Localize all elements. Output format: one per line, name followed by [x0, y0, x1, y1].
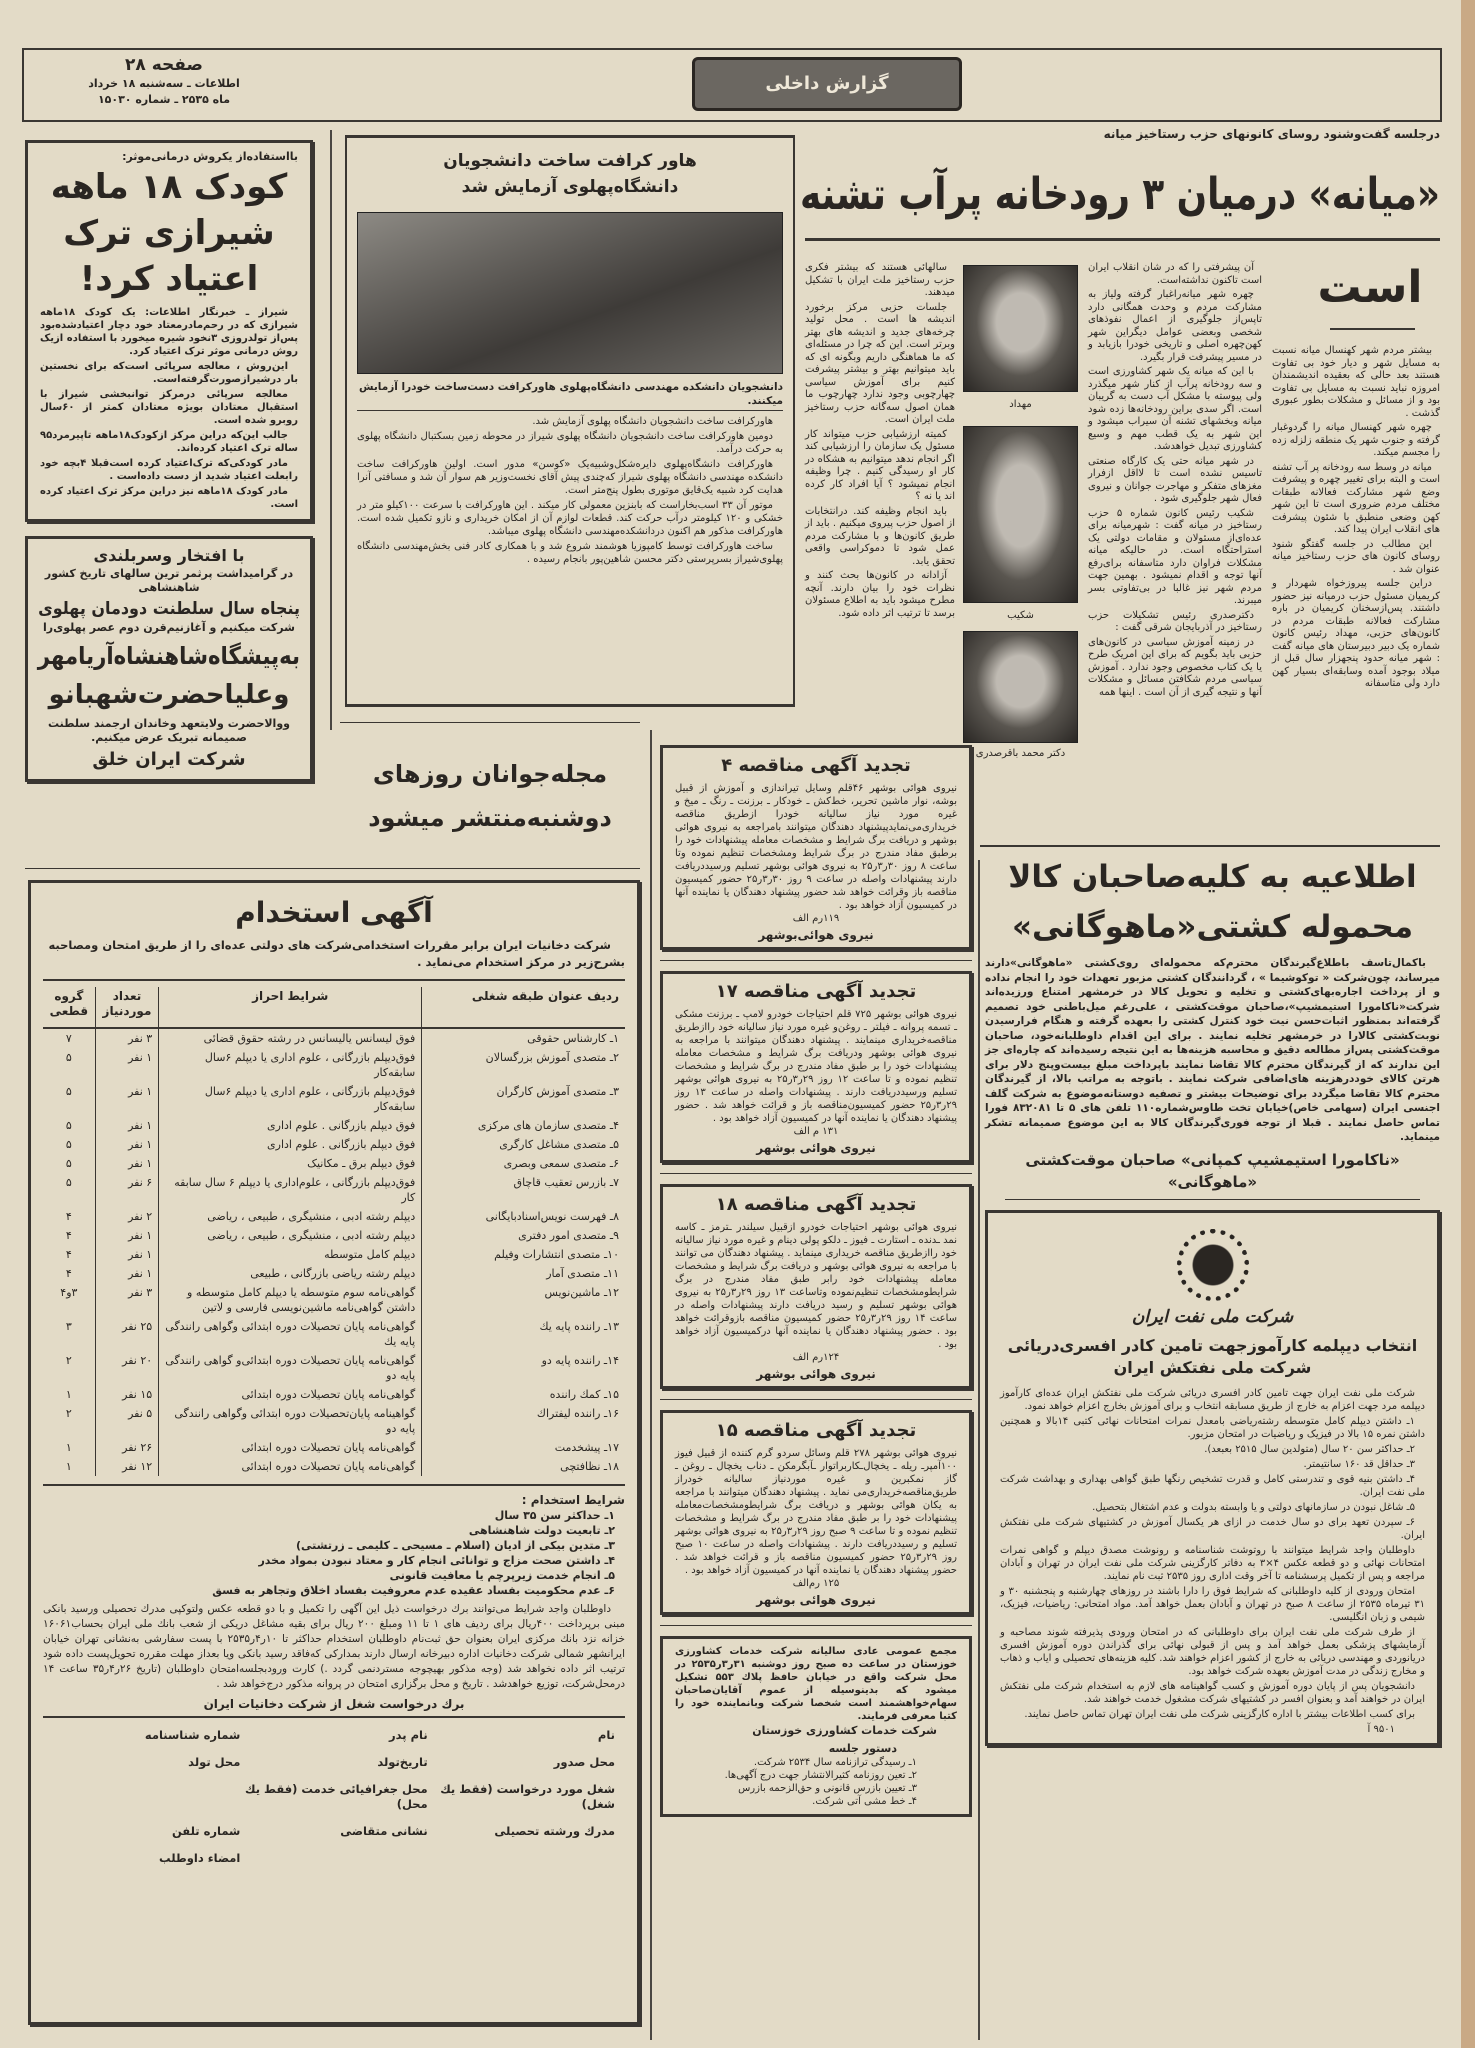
table-row	[43, 1028, 625, 1048]
article-paragraph: چهره شهر کهنسال میانه را گردوغبار گرفته و جنوب شهر یک منطقه زلزله زده را مجسم میکند.	[1272, 422, 1440, 458]
job-title-cell: ۱۴ـ راننده پایه دو	[422, 1351, 625, 1385]
article-paragraph: هاورکرافت ساخت دانشجویان دانشگاه پهلوی آزمایش شد.	[532, 416, 773, 427]
table-row	[43, 1457, 625, 1476]
job-title-cell: ۹ـ متصدی امور دفتری	[422, 1226, 625, 1245]
tender-body: نیروی هوائی بوشهر ۴۶قلم وسایل تیراندازی و آموزش از قبیل بوشه، نوار ماشین تحریر، خط‌کش ـ خودکار ـ برزنت ـ رنگ ـ میخ و غیره مورد نیاز سالیانه خودرا ازطریق مناقصه خریداری‌می‌نمایدپیشنهاد دهندگان میتوانند بامراجعه به نیروی هوائی بوشهر و دریافت برگ شرایط و مشخصات معامله پیشنهادات خود را برطبق مفاد مندرج در برگ شرایط ومشخصات تنظیم نموده وتا ساعت ۸ روز ۳۰ر۳ر۲۵ به نیروی هوائی بوشهر تسلیم ورسیددریافت دارند پیشنهادات واصله در ساعت ۹ روز ۳۰ر۳ر۲۵ حضور کمیسیون مناقصه باز وقرائت خواهد شد حضور پیشنهاد دهندگان یا نماینده آنها در کمیسیون آزاد خواهد بود .	[675, 783, 958, 911]
article-paragraph: سالهائی هستند که بیشتر فکری حزب رستاخیز ملت ایران با تشکیل میدهند.	[805, 262, 955, 298]
grade-cell: ۲	[65, 1354, 72, 1367]
ad-paragraph: امتحان ورودی از کلیه داوطلبانی که شرایط فوق را دارا باشند در روزهای چهارشنبه و پنجشنبه ۳۰ و ۳۱ تیرماه ۲۵۳۵ از ساعت ۸ صبح در تهران و آبادان بعمل خواهد آمد. مواد امتحانی: ریاضیات، فیزیک، شیمی و زبان انگلیسی.	[1000, 1585, 1426, 1623]
count-cell: ۳ نفر	[95, 1283, 158, 1317]
divider	[660, 1399, 972, 1400]
ad-line: در گرامیداشت پرثمر ترین سالهای تاریخ کشور شاهنشاهی	[44, 567, 294, 594]
ad-line: به‌پیشگاه‌شاهنشاه‌آریامهر	[37, 642, 300, 670]
ad-intro: شرکت دخانیات ایران برابر مقررات استخدامی‌شرکت های دولتی عده‌ای را از طریق امتحان ومصاحبه بشرح‌زیر در مرکز استخدام می‌نماید .	[48, 938, 625, 969]
table-row	[43, 1385, 625, 1404]
requirements-cell: فوق دیپلم بازرگانی . علوم اداری	[159, 1135, 422, 1154]
job-title-cell: ۱ـ کارشناس حقوقی	[422, 1028, 625, 1048]
form-field-label: محل جغرافیائی خدمت (فقط یك محل)	[244, 1782, 428, 1811]
tender-notice-4	[660, 745, 972, 950]
ad-signature: شرکت ایران خلق	[92, 749, 246, 770]
condition-item: ۶ـ عدم محکومیت بفساد عقیده عدم معروفیت بفساد اخلاق وتجاهر به فسق	[212, 1584, 615, 1597]
tender-title: تجدید آگهی مناقصه ۱۷	[715, 981, 917, 1002]
grade-cell: ۴	[65, 1229, 72, 1242]
table-row	[43, 1245, 625, 1264]
divider	[1330, 328, 1415, 330]
count-cell: ۶ نفر	[95, 1173, 158, 1207]
conditions-list	[43, 1508, 625, 1598]
divider	[660, 1173, 972, 1174]
tender-code: ۱۳۱ م الف	[793, 1126, 839, 1137]
form-field-label: محل صدور	[553, 1755, 615, 1769]
ad-paragraph: برای کسب اطلاعات بیشتر با اداره کارگزینی شرکت ملی نفت ایران تهران تماس حاصل نمایند.	[1024, 1708, 1415, 1720]
nioc-logo	[1177, 1229, 1249, 1301]
tender-signature: نیروی هوائی‌بوشهر	[758, 928, 874, 942]
scan-edge	[1461, 0, 1475, 2048]
form-field-label: شماره شناسنامه	[144, 1728, 241, 1742]
article-paragraph: شکیب رئیس کانون شماره ۵ حزب رستاخیز در میانه گفت : شهرمیانه برای عده‌ای‌از مسئولان و مقامات دولتی یک استراحتگاه است. در حالیکه میانه مشکلات فراوان دارد متاسفانه برای‌رفع آنها توجه و اقدام نمیشود . بهمین جهت مردم شهر نیز غالبا در بی‌تفاوتی بسر میبرند.	[1088, 507, 1262, 606]
requirements-cell: گواهی‌نامه پایان تحصیلات دوره ابتدائی	[159, 1438, 422, 1457]
application-instructions: داوطلبان واجد شرایط می‌توانند برك درخواست ذیل این آگهی را تکمیل و با دو قطعه عکس ولتوکپی مدرك تحصیلی ورسید بانکی مبنی برپرداخت ۴۰۰ریال برای ردیف های ۱ تا ۱۱ ومبلغ ۲۰۰ ریال برای بقیه مشاغل دریکی از شعب بانك ملی ایران بحساب۱۶۰۶۱ خزانه نزد بانك مرکزی ایران بعنوان حق ثبت‌نام داوطلبان استخدام حداکثر تا ۱۰ر۴ر۲۵۳۵ با پست سفارشی به‌نشانی تهران خیابان ایرانشهر شمالی شرکت دخانیات اداره دبیرخانه ارسال دارند بمدارکی که‌فاقد رسید بانکی ویا بعداز مهلت مقرره تحویل‌پست داده شود ترتیب اثر داده نخواهد شد (وجه مذکور بهیچوجه مستردنمی گردد .) کارت ورودبجلسه‌امتحان داوطلبان (تاریخ ۲۶ر۴ر۳۵ ساعت ۱۴ درمحل‌شرکت، توزیع خواهدشد . تاریخ و محل برگزاری امتحان در پروانه مذکور درج‌خواهد شد .	[43, 1603, 626, 1690]
form-title: برك درخواست شغل از شرکت دخانیات ایران	[43, 1696, 625, 1718]
nioc-logo-text: شرکت ملی نفت ایران	[1131, 1306, 1294, 1327]
grade-cell: ۵	[65, 1085, 72, 1098]
requirements-cell: گواهینامه پایان‌تحصیلات دوره ابتدائی وگواهی رانندگی پایه دو	[159, 1404, 422, 1438]
ad-title: آگهی استخدام	[235, 896, 433, 929]
ad-paragraph: ۱ـ داشتن دیپلم کامل متوسطه رشته‌ریاضی بامعدل نمرات امتحانات نهائی کتبی ۱۴بالا و همچنین داشتن نمره ۱۵ بالا در فیزیک و ریاضیات در امتحان مزبور.	[1000, 1415, 1425, 1440]
employment-ad	[28, 880, 640, 2025]
tender-signature: نیروی هوائی بوشهر	[756, 1593, 876, 1607]
grade-cell: ۲	[65, 1407, 72, 1420]
job-title-cell: ۱۰ـ متصدی انتشارات وفیلم	[422, 1245, 625, 1264]
ad-line: وعلیاحضرت‌شهبانو	[48, 680, 290, 710]
agenda-item: ۳ـ تعیین بازرس قانونی و حق‌الزحمه بازرس	[738, 1783, 917, 1794]
story-kicker: بااستفاده‌از یکروش درمانی‌موثر:	[122, 150, 298, 163]
requirements-cell: گواهی‌نامه پایان تحصیلات دوره ابتدائی	[159, 1457, 422, 1476]
count-cell: ۱ نفر	[95, 1154, 158, 1173]
article-column-1	[1272, 345, 1440, 693]
article-paragraph: مادر کودکی‌که ترک‌اعتیاد کرده است‌قبلا ۴بچه خود رابعلت اعتیاد شدید از دست داده‌است .	[40, 458, 298, 482]
story-headline: اعتیاد کرد!	[79, 259, 259, 299]
job-title-cell: ۱۷ـ پیشخدمت	[422, 1438, 625, 1457]
tender-code: ۱۱۹رم الف	[792, 913, 840, 924]
grade-cell: ۱	[65, 1441, 72, 1454]
count-cell: ۱ نفر	[95, 1264, 158, 1283]
article-paragraph: دومین هاورکرافت ساخت دانشجویان دانشگاه پهلوی شیراز در محوطه زمین بسکتبال دانشگاه پهلوی به حرکت درآمد.	[357, 431, 783, 455]
article-paragraph: بیشتر مردم شهر کهنسال میانه نسبت به مسایل شهر و دیار خود بی تفاوت هستند بعد حالی که بعقیده اندیشمندان امروزه نباید نسبت به مسایل بی تفاوت بود و از مسائل و مشکلات بطور عبوری گذشت .	[1272, 345, 1440, 419]
story-headline: شیرازی ترک	[63, 213, 275, 253]
count-cell: ۳ نفر	[95, 1028, 158, 1048]
grade-cell: ۴	[65, 1210, 72, 1223]
count-cell: ۲۵ نفر	[95, 1317, 158, 1351]
grade-cell: ۳و۴	[60, 1286, 78, 1299]
job-title-cell: ۱۵ـ کمك راننده	[422, 1385, 625, 1404]
requirements-cell: دیپلم رشته ادبی ، منشیگری ، طبیعی ، ریاضی	[159, 1226, 422, 1245]
table-row	[43, 1404, 625, 1438]
magazine-announcement	[340, 752, 640, 840]
portrait-photo-shakib	[963, 426, 1078, 603]
left-column	[25, 140, 313, 782]
article-paragraph: موتور آن ۳۳ اسب‌بخاراست که بابنزین معمولی کار میکند . این هاورکرافت با سرعت ۱۰۰کیلو متر در خشکی و ۱۲۰ کیلومتر درآب حرکت کند. قطعات لوازم آن از امکان خریداری و نازو تکمیل شده است. هاورکرافت مذکور هم اکنون دردانشکده‌مهندسی دانشگاه پهلوی میباشد.	[357, 500, 783, 537]
congratulations-ad	[25, 536, 313, 782]
table-row	[43, 1226, 625, 1245]
article-paragraph: این مطالب در جلسه گفتگو شنود روسای کانون های حزب رستاخیز میانه عنوان شد .	[1272, 538, 1440, 575]
job-title-cell: ۸ـ فهرست نویس‌اسنادبایگانی	[422, 1207, 625, 1226]
portrait-photo-mehdad	[963, 265, 1078, 392]
article-paragraph: این‌روش ، معالجه سرپائی است‌که برای نخستین بار درشیرازصورت‌گرفته‌است.	[40, 361, 298, 385]
table-row	[43, 1082, 625, 1116]
portrait-photo-sadri	[963, 631, 1078, 743]
story-headline: کودک ۱۸ ماهه	[50, 167, 288, 207]
hovercraft-body	[357, 415, 783, 566]
page-number: صفحه ۲۸	[125, 55, 203, 75]
notice-headline: محموله کشتی«ماهوگانی»	[1011, 909, 1414, 945]
count-cell: ۱ نفر	[95, 1048, 158, 1082]
right-lower-column	[985, 852, 1440, 1746]
agenda-item: ۲ـ تعین روزنامه کثیرالانتشار جهت درج آگهی‌ها.	[724, 1770, 917, 1781]
issue-number: ماه ۲۵۳۵ ـ شماره ۱۵۰۳۰	[97, 93, 231, 106]
count-cell: ۱ نفر	[95, 1135, 158, 1154]
form-field-label: شماره تلفن	[171, 1824, 241, 1838]
nioc-recruitment-ad	[985, 1210, 1440, 1746]
tender-notice-15	[660, 1410, 972, 1615]
column-header: گروه قطعی	[43, 987, 95, 1028]
hovercraft-article	[345, 135, 795, 707]
requirements-cell: دیپلم کامل متوسطه	[159, 1245, 422, 1264]
form-field-label: امضاء داوطلب	[159, 1851, 241, 1865]
count-cell: ۱ نفر	[95, 1082, 158, 1116]
notice-signature: شرکت خدمات کشاورزی خوزستان	[752, 1724, 937, 1737]
count-cell: ۱۵ نفر	[95, 1385, 158, 1404]
form-field-label	[53, 1782, 240, 1812]
conditions-title: شرایط استخدام :	[521, 1493, 625, 1507]
count-cell: ۲ نفر	[95, 1207, 158, 1226]
notice-body: مجمع عمومی عادی سالیانه شرکت خدمات کشاورزی خوزستان در ساعت ده صبح روز دوشنبه ۳۱ر۳ر۲۵۳۵ در محل شرکت واقع در خیابان حافظ پلاك ۵۵۳ تشکیل میشود که بدینوسیله از عموم آقایان‌صاحبان سهام‌خواهشمند است شخصا شرکت وبانماینده خود را کتبا معرفی فرمایند.	[675, 1646, 957, 1722]
form-field-label: شغل مورد درخواست (فقط یك شغل)	[440, 1782, 615, 1811]
article-paragraph: معالجه سرپائی درمرکز توانبخشی شیراز با استقبال معتادان بویژه معتادان کمتر از ۶۰سال روبرو شده است.	[40, 389, 298, 426]
article-paragraph: میانه در وسط سه رودخانه پر آب تشنه است و البته برای تغییر چهره و پیشرفت وضع شهر مشارکت فعالانه طبقات مختلف مردم ضروری است تا این شهر کهن وضعی منطبق با شئون پیشرفت های انقلاب ایران پیدا کند.	[1272, 461, 1440, 535]
divider	[805, 238, 1440, 241]
condition-item: ۵ـ انجام خدمت زیرپرچم یا معافیت قانونی	[389, 1569, 615, 1582]
divider	[660, 960, 972, 961]
requirements-cell: فوق دیپلم برق ـ مکانیک	[159, 1154, 422, 1173]
table-row	[43, 1173, 625, 1207]
column-header: شرایط احراز	[159, 987, 422, 1028]
count-cell: ۱ نفر	[95, 1116, 158, 1135]
article-paragraph: ساخت هاورکرافت توسط کامپوزیا هوشمند شروع شد و با همکاری کادر فنی بخش‌مهندسی دانشگاه پهلوی‌شیراز بسرپرستی دکتر محسن شاهین‌پور بانجام رسیده .	[357, 541, 783, 565]
requirements-cell: فوق‌دیپلم بازرگانی ، علوم اداری یا دیپلم ۶سال سابقه‌کار	[159, 1082, 422, 1116]
requirements-cell: فوق لیسانس یالیسانس در رشته حقوق قضائی	[159, 1028, 422, 1048]
grade-cell: ۵	[65, 1157, 72, 1170]
page-header	[22, 48, 1442, 122]
agenda-item: ۴ـ خط مشی آتی شرکت.	[812, 1796, 917, 1807]
table-row	[43, 1048, 625, 1082]
grade-cell: ۱	[65, 1460, 72, 1473]
article-paragraph: در شهر میانه حتی یک کارگاه صنعتی تاسیس نشده است تا لااقل ازفرار مغزهای متفکر و مهاجرت جوانان و نیروی فعال شهر جلوگیری شود .	[1088, 455, 1262, 504]
job-title-cell: ۳ـ متصدی آموزش کارگران	[422, 1082, 625, 1116]
article-kicker: درجلسه گفت‌وشنود روسای کانونهای حزب رستاخیز میانه	[1103, 127, 1440, 141]
requirements-cell: فوق‌دیپلم بازرگانی ، علوم اداری یا دیپلم ۶سال سابقه‌کار	[159, 1048, 422, 1082]
section-label-box	[692, 57, 962, 111]
tender-body: نیروی هوائی بوشهر ۷۲۵ قلم احتیاجات خودرو لامپ ـ برزنت مشکی ـ تسمه پروانه ـ فیلتر ـ روغن‌و غیره مورد نیاز سالیانه خود راازطریق مناقصه‌خریداری مینمایند . پیشنهاد دهندگان میتوانند با مراجعه به نیروی هوائی بوشهر ودریافت برگ شرایط و مشخصات معامله پیشنهادات خود را بر طبق مفاد مندرج در برگ شرایط و مشخصات تنظیم نموده و تا ساعت ۱۲ روز ۲۹ر۳ر۲۵ به نیروی هوائی بوشهر تسلیم ورسیددریافت دارند . پیشنهادات واصله در ساعت ۱۳ روز ۲۹ر۳ر۲۵ حضور کمیسیون‌مناقصه باز و قرائت خواهد شد . حضور پیشنهاد دهندگان یا نماینده آنها در کمیسیون آزاد خواهد بود .	[675, 1009, 957, 1124]
form-field-label	[240, 1851, 427, 1866]
article-column-2	[1088, 262, 1262, 701]
photo-caption: دکتر محمد باقرصدری	[975, 748, 1066, 759]
count-cell: ۱ نفر	[95, 1226, 158, 1245]
grade-cell: ۵	[65, 1138, 72, 1151]
ad-paragraph: داوطلبان واجد شرایط میتوانند با روتوشت شناسنامه و رونوشت مصدق دیپلم و گواهی نمرات امتحانات نهائی و دو قطعه عکس ۴×۳ به دفاتر کارگزینی شرکت ملی نفت ایران در تهران و آبادان مراجعه و پس از تکمیل پرسشنامه تا آخر وقت اداری روز ۲۵۳۵ ثبت نام نمایند.	[1000, 1544, 1425, 1582]
table-row	[43, 1154, 625, 1173]
table-row	[43, 1135, 625, 1154]
tender-code: ۱۲۴رم الف	[792, 1352, 840, 1363]
grade-cell: ۱	[65, 1388, 72, 1401]
cooperative-meeting-notice	[660, 1636, 972, 1817]
ad-subtitle: شرکت ملی نفتکش ایران	[1113, 1357, 1312, 1377]
tender-body: نیروی هوائی بوشهر ۲۷۸ قلم وسائل سردو گرم کننده از قبیل فیوز ۱۰۰آمپرـ ریله ـ یخچال‌ـکاربراتوار ـآبگرمکن ـ دناب یخچال ـ روغن ـ گاز نمکبرین و غیره موردنیاز سالیانه خودراز طریق‌مناقصه‌خریداری‌می نماید . پیشنهاد دهندگان میتوانند با مراجعه به یکان هوائی بوشهر و دریافت برگ شرایطومشخصات‌معامله پیشنهادات خود را بر طبق مفاد مندرج در برگ شرایط و مشخصات تنظیم نموده و تا ساعت ۹ صبح روز ۲۹ر۳ر۲۵ به نیروی هوائی بوشهر تسلیم و رسیددریافت دارند . پیشنهادات واصله در ساعت ۱۰ صبح روز ۲۹ر۳ر۲۵ حضور کمیسیون مناقصه باز و قرائت خواهد شد . حضور پیشنهاد دهندگان یا نماینده آنها در کمیسیون آزاد خواهد بود .	[675, 1448, 957, 1576]
tender-notice-17	[660, 971, 972, 1163]
job-table	[43, 987, 625, 1476]
grade-cell: ۷	[65, 1032, 72, 1045]
ad-paragraph: دانشجویان پس از پایان دوره آموزش و کسب گواهینامه های لازم به استخدام شرکت ملی نفتکش ایران در خواهند آمد و بعنوان افسر در کشتیهای شرکت مشغول خدمت خواهند شد.	[1000, 1680, 1425, 1705]
agenda-list	[675, 1756, 957, 1808]
job-title-cell: ۱۲ـ ماشین‌نویس	[422, 1283, 625, 1317]
form-field-label: نام پدر	[389, 1728, 428, 1742]
count-cell: ۲۶ نفر	[95, 1438, 158, 1457]
application-form	[43, 1728, 625, 1866]
condition-item: ۱ـ حداکثر سن ۳۵ سال	[494, 1509, 615, 1522]
announcement-line: دوشنبه‌منتشر میشود	[368, 804, 612, 832]
divider	[25, 868, 640, 869]
grade-cell: ۴	[65, 1267, 72, 1280]
article-paragraph: مادر کودک ۱۸ماهه نیز دراین مرکز ترک اعتیاد کرده است.	[40, 486, 298, 510]
ad-paragraph: ۲ـ حداکثر سن ۲۰ سال (متولدین سال ۲۵۱۵ بعبعد).	[1204, 1443, 1415, 1455]
job-table-body	[43, 1028, 625, 1476]
table-row	[43, 1264, 625, 1283]
hovercraft-title: هاور کرافت ساخت دانشجویان دانشگاه‌پهلوی آزمایش شد	[443, 151, 697, 197]
table-row	[43, 1438, 625, 1457]
form-field-label: محل تولد	[188, 1755, 241, 1769]
article-paragraph: دکترصدری رئیس تشکیلات حزب رستاخیز در آذربایجان شرقی گفت :	[1088, 609, 1262, 633]
announcement-line: مجله‌جوانان روزهای	[372, 760, 608, 788]
article-paragraph: هاورکرافت دانشگاه‌پهلوی دایره‌شکل‌وشبیه‌یک «کوسن» مدور است. اولین هاورکرافت ساخت دانشکده مهندسی دانشگاه پهلوی شیراز که‌چندی پیش آقای نخست‌وزیر هم سوار آن شد و مسافتی آنرا هدایت کرد شبیه یک‌قایق موتوری بطول پنج‌متر است.	[357, 459, 783, 496]
cargo-notice	[985, 852, 1440, 1200]
condition-item: ۳ـ متدین بیکی از ادیان (اسلام ـ مسیحی ـ کلیمی ـ زرتشتی)	[296, 1539, 615, 1552]
tender-notice-18	[660, 1184, 972, 1389]
requirements-cell: گواهی‌نامه پایان تحصیلات دوره ابتدائی‌و گواهی رانندگی پایه دو	[159, 1351, 422, 1385]
article-paragraph: چهره شهر میانه‌راغبار گرفته ولیاز به مشارکت مردم و وحدت همگانی دارد تاپس‌از جلوگیری از اعمال نفوذهای شخصی وبعضی عوامل دیگراین شهر کهن‌چهره اصلی و تاریخی خودرا بازیابد و در مسیر پیشرفت قرار بگیرد.	[1088, 289, 1262, 363]
article-paragraph: باید انجام وظیفه کند. درانتخابات از اصول حزب پیروی میکنیم . باید از طریق کانون‌ها و با مشارکت مردم عمل شود تا دموکراسی واقعی تحقق یابد.	[805, 505, 955, 567]
table-row	[43, 1207, 625, 1226]
form-field-label: نام	[597, 1728, 615, 1742]
grade-cell: ۵	[65, 1176, 72, 1189]
job-title-cell: ۱۱ـ متصدی آمار	[422, 1264, 625, 1283]
job-title-cell: ۱۸ـ نظافتچی	[422, 1457, 625, 1476]
article-paragraph: شیراز ـ خبرنگار اطلاعات: یک کودک ۱۸ماهه شیرازی که در رحم‌مادرمعتاد خود دچار اعتیادشده‌بود پس‌از تولدروزی ۳نخود شیره میخورد با استفاده ازیک روش درمانی موثر ترک اعتیاد کرد.	[40, 307, 299, 357]
tender-title: تجدید آگهی مناقصه ۴	[721, 755, 911, 776]
count-cell: ۵ نفر	[95, 1404, 158, 1438]
addiction-story	[25, 140, 313, 522]
article-paragraph: جالب این‌که دراین مرکز ازکودک۱۸ماهه تاپیرمرد۹۵ ساله ترک اعتیاد کرده‌اند.	[40, 430, 298, 454]
grade-cell: ۵	[65, 1051, 72, 1064]
form-field-label: مدرك ورشته تحصیلی	[494, 1824, 615, 1838]
issue-date: اطلاعات ـ سه‌شنبه ۱۸ خرداد	[88, 77, 240, 90]
tender-title: تجدید آگهی مناقصه ۱۸	[715, 1194, 917, 1215]
job-title-cell: ۲ـ متصدی آموزش بزرگسالان	[422, 1048, 625, 1082]
notice-body: باکمال‌تاسف باطلاع‌گیرندگان محترم‌که محموله‌ای روی‌کشتی «ماهوگانی»دارند میرساند، چون‌شرکت « توکوشیما » ، گردانندگان کشتی مزبور تعهدات خود را انجام نداده و از پرداخت اجاره‌بهای‌کشتی و تخلیه و تحویل کالا در خرمشهر امتناع ورزیده‌اند شرکت«ناکامورا استیمشیپ»،صاحبان موقت‌کشتی ، علی‌رغم میل‌باطنی خود تصمیم گرفته‌اند بمنظور اثبات‌حسن نیت خود کنترل کشتی را بعهده گرفته و هنگام فرارسیدن نوبت‌کشتی کالارا در خرمشهر تخلیه نمایند . برای این اقدام داوطلبانه‌خود، صاحبان موقت‌کشتی پس‌از مطالعه دقیق و محاسبه هزینه‌ها به این نتیجه رسیده‌اند که چاره‌ای جز این ندارند که از گیرندگان محترم کالا تقاضا نمایند باپرداخت مبلغ بیست‌وپنج دلار برای هرتن کالای خوددرهزینه های‌اضافی شرکت نمایند . باتوجه به مراتب بالا، از گیرندگان محترم کالا تقاضا میگردد برای توضیحات بیشتر و تصفیه دوستانه‌موضوع به شرکت گلف اجنسی ایران (سهامی خاص)خیابان تخت طاوس‌شماره۱۱۰ تلفن های ۵ تا ۸۳۲۰۸۱ فورا تماس حاصل نمایند . قبلا از توجه فوری‌گیرندگان کالا به این موضوع صمیمانه تشکر مینماید.	[985, 957, 1440, 1143]
column-header: ردیف عنوان طبقه شغلی	[422, 987, 625, 1028]
tender-signature: نیروی هوائی بوشهر	[756, 1367, 876, 1381]
ad-paragraph: شرکت ملی نفت ایران جهت تامین کادر افسری دریائی شرکت ملی نفتکش ایران عده‌ای کارآموز دیپلمه مرد جهت اعزام به خارج از طریق مسابقه انتخاب و برای آموزش بخارج اعزام خواهد نمود.	[1000, 1387, 1425, 1412]
column-rule	[650, 730, 652, 2040]
ad-line: ووالاحضرت ولایتعهد وخاندان ارجمند سلطنت صمیمانه تبریک عرض میکنیم.	[47, 717, 291, 744]
ad-title: انتخاب دیپلمه کارآموزجهت تامین کادر افسری‌دریائی	[1007, 1335, 1418, 1355]
condition-item: ۲ـ تابعیت دولت شاهنشاهی	[468, 1524, 615, 1537]
story-body	[40, 306, 298, 511]
article-paragraph: دراین جلسه پیروزخواه شهردار و کریمیان مسئول حزب درمیانه نیز حضور داشتند. پس‌ازسخنان کریمیان در باره مشارکت فعالانه طبقات مردم در کانون‌های حزبی، مهداد رئیس کانون شماره یک دبیر دبیرستان های میانه گفت : شهر میانه حدود پنجهزار سال قبل از میلاد بوجود آمده وسابقه‌ای بسیار کهن دارد ولی متاسفانه	[1272, 578, 1440, 689]
article-headline-end: است	[1317, 262, 1423, 313]
condition-item: ۴ـ داشتن صحت مزاج و توانائی انجام کار و معتاد نبودن بمواد مخدر	[258, 1554, 615, 1567]
requirements-cell: فوق‌دیپلم بازرگانی ، علوم‌اداری یا دیپلم ۶ سال سابقه کار	[159, 1173, 422, 1207]
tender-title: تجدید آگهی مناقصه ۱۵	[715, 1420, 917, 1441]
grade-cell: ۳	[65, 1320, 72, 1333]
agenda-title: دستور جلسه	[828, 1742, 897, 1755]
photo-column	[963, 265, 1078, 761]
grade-cell: ۵	[65, 1119, 72, 1132]
article-paragraph: در زمینه آموزش سیاسی در کانون‌های حزبی باید بگویم که برای این امریک طرح یا یک کتاب مخصوص وجود ندارد . آموزش سیاسی مردم شکافتن مسائل و مشکلات آنها و نتیجه گیری از آن است . اینها همه	[1088, 636, 1262, 698]
divider	[340, 722, 640, 723]
page-info	[64, 54, 264, 108]
photo-caption: دانشجویان دانشکده مهندسی دانشگاه‌پهلوی هاورکرافت دست‌ساخت خودرا آزمایش میکنند.	[357, 380, 783, 411]
requirements-cell: گواهی‌نامه پایان تحصیلات دوره ابتدائی وگواهی رانندگی پایه یك	[159, 1317, 422, 1351]
table-row	[43, 1351, 625, 1385]
notice-headline: اطلاعیه به کلیه‌صاحبان کالا	[1008, 859, 1417, 895]
column-header: تعداد موردنیاز	[95, 987, 158, 1028]
agenda-item: ۱ـ رسیدگی ترازنامه سال ۲۵۳۴ شرکت.	[753, 1757, 917, 1768]
article-paragraph: آن پیشرفتی را که در شان انقلاب ایران است تاکنون نداشته‌است.	[1088, 262, 1262, 286]
job-title-cell: ۶ـ متصدی سمعی وبصری	[422, 1154, 625, 1173]
column-rule	[330, 130, 332, 730]
ad-paragraph: ۳ـ حداقل قد ۱۶۰ سانتیمتر.	[1303, 1458, 1415, 1470]
count-cell: ۱۲ نفر	[95, 1457, 158, 1476]
job-title-cell: ۱۳ـ راننده پایه یك	[422, 1317, 625, 1351]
count-cell: ۲۰ نفر	[95, 1351, 158, 1385]
photo-caption: مهداد	[1009, 399, 1032, 410]
requirements-cell: دیپلم رشته ریاضی بازرگانی ، طبیعی	[159, 1264, 422, 1283]
job-title-cell: ۵ـ متصدی مشاغل کارگری	[422, 1135, 625, 1154]
requirements-cell: گواهی‌نامه پایان تحصیلات دوره ابتدائی	[159, 1385, 422, 1404]
form-field-label: تاریخ‌تولد	[377, 1755, 428, 1769]
requirements-cell: گواهی‌نامه سوم متوسطه یا دیپلم کامل متوسطه و داشتن گواهی‌نامه ماشین‌نویسی فارسی و لاتین	[159, 1283, 422, 1317]
article-paragraph: آزادانه در کانون‌ها بحث کنند و نظرات خود را بیان دارند. آنچه مطرح میشود باید به اطلاع مسئولان برسد تا ترتیب اثر داده شود.	[805, 570, 955, 619]
ad-code: ۹۵۰۱ آ	[1367, 1723, 1395, 1735]
article-column-3	[805, 262, 955, 622]
article-paragraph: کمیته ارزشیابی حزب میتواند کار مسئول یک سازمان را ارزشیابی کند اگر انجام ندهد میتوانیم به هشکاه در کار او رسیدگی کنیم . چرا وظیفه انجام نمیشود ؟ آیا افراد کار کرده اند یا نه ؟	[805, 428, 955, 502]
tender-signature: نیروی هوائی بوشهر	[756, 1141, 876, 1155]
article-paragraph: جلسات حزبی مرکز برخورد اندیشه ها است . محل تولید چرخه‌های جدید و اندیشه های بهتر وبرتر است. این که چرا در مسئله‌ای که ما هماهنگی داریم وبگونه ای که باید میتوانیم بهتر و بیشتر پیشرفت کنیم برای آموزش سیاسی چهارچوبی وجود ندارد چهارچوب ما همان اصول سه‌گانه حزب رستاخیز ملت ایران است.	[805, 301, 955, 425]
ad-body	[1000, 1387, 1425, 1721]
photo-caption: شکیب	[1007, 610, 1034, 621]
ad-paragraph: ۴ـ داشتن بنیه قوی و تندرستی کامل و قدرت تشخیص رنگها طبق گواهی بهداری و بهداشت شرکت ملی نفت ایران.	[1000, 1473, 1425, 1498]
table-row	[43, 1317, 625, 1351]
table-row	[43, 1283, 625, 1317]
requirements-cell: دیپلم رشته ادبی ، منشیگری ، طبیعی ، ریاضی	[159, 1207, 422, 1226]
requirements-cell: فوق دیپلم بازرگانی . علوم اداری	[159, 1116, 422, 1135]
column-rule	[978, 860, 980, 2040]
ad-paragraph: ۶ـ سپردن تعهد برای دو سال خدمت در ازای هر یکسال آموزش در کشتیهای شرکت ملی نفتکش ایران.	[1000, 1516, 1425, 1541]
divider	[980, 845, 1440, 847]
job-title-cell: ۷ـ بازرس تعقیب قاچاق	[422, 1173, 625, 1207]
hovercraft-photo	[357, 212, 783, 374]
article-paragraph: با این که میانه یک شهر کشاورزی است و سه رودخانه پرآب از کنار شهر میگذرد ولی پیوسته با مشکل آب دست به گریبان است. اگر سدی براین رودخانه‌ها زده شود میانه وبخشهای تشنه آن سیراب میشود و این شهر به یک قطب مهم و وسیع کشاورزی تبدیل خواهدشد.	[1088, 366, 1262, 452]
ad-line: پنجاه سال سلطنت دودمان پهلوی	[38, 599, 300, 619]
form-field-label	[428, 1851, 615, 1866]
tender-column	[660, 745, 972, 1817]
article-headline: «میانه» درمیان ۳ رودخانه پرآب تشنه	[799, 169, 1440, 220]
ad-paragraph: از طرف شرکت ملی نفت ایران برای داوطلبانی که در امتحان ورودی پذیرفته شوند مصاحبه و آزمایشهای پزشکی بعمل خواهد آمد و پس از قبولی نهائی برای گذراندن دوره آموزش افسری دریانوردی و مهندسی دریائی به خارج از کشور اعزام خواهند شد. کلیه هزینه‌های تحصیلی و ایاب و ذهاب و مخارج زندگی در مدت آموزش بعهده شرکت خواهد بود.	[1000, 1626, 1425, 1677]
table-row	[43, 1116, 625, 1135]
notice-signature: «ناکامورا استیمشیپ کمپانی» صاحبان موقت‌کشتی «ماهوگانی»	[1005, 1149, 1420, 1200]
job-title-cell: ۴ـ متصدی سازمان های مرکزی	[422, 1116, 625, 1135]
ad-line: با افتخار وسربلندی	[93, 546, 245, 565]
ad-line: شرکت میکنیم و آغازنیم‌قرن دوم عصر پهلوی‌را	[43, 621, 295, 634]
ad-paragraph: ۵ـ شاغل نبودن در سازمانهای دولتی و یا وابسته بدولت و عدم اشتغال بتحصیل.	[1092, 1501, 1415, 1513]
tender-body: نیروی هوائی بوشهر احتیاجات خودرو ازقبیل سیلندر ـترمز ـ کاسه نمد ـدنده ـ استارت ـ فیوز ـ دلکو پولی دینام و غیره مورد نیاز سالیانه خود راازطریق مناقصه خریداری مینماید . پیشنهاد دهندگان می توانند با مراجعه به نیروی هوائی بوشهر و دریافت برگ شرایط و مشخصات معامله پیشنهادات خود رابر طبق مفاد مندرج در برگ شرایطومشخصات تنظیم‌نموده وتاساعت ۱۳ روز ۲۹ر۳ر۲۵ به نیروی هوائی بوشهر تسلیم و رسید دریافت دارند پیشنهادات واصله در ساعت ۱۴ روز ۲۹ر۳ر۲۵ حضور کمیسیون مناقصه بازوقرائت خواهد بود . حضور پیشنهاد دهندگان یا نماینده آنها درکمیسیون آزاد خواهد بود .	[675, 1222, 957, 1350]
count-cell: ۱ نفر	[95, 1245, 158, 1264]
section-title: گزارش داخلی	[765, 73, 889, 94]
form-field-label: نشانی متقاضی	[340, 1824, 428, 1838]
divider	[660, 1625, 972, 1626]
job-title-cell: ۱۶ـ راننده لیفتراك	[422, 1404, 625, 1438]
tender-code: ۱۲۵ رم‌الف	[792, 1578, 840, 1589]
grade-cell: ۴	[65, 1248, 72, 1261]
